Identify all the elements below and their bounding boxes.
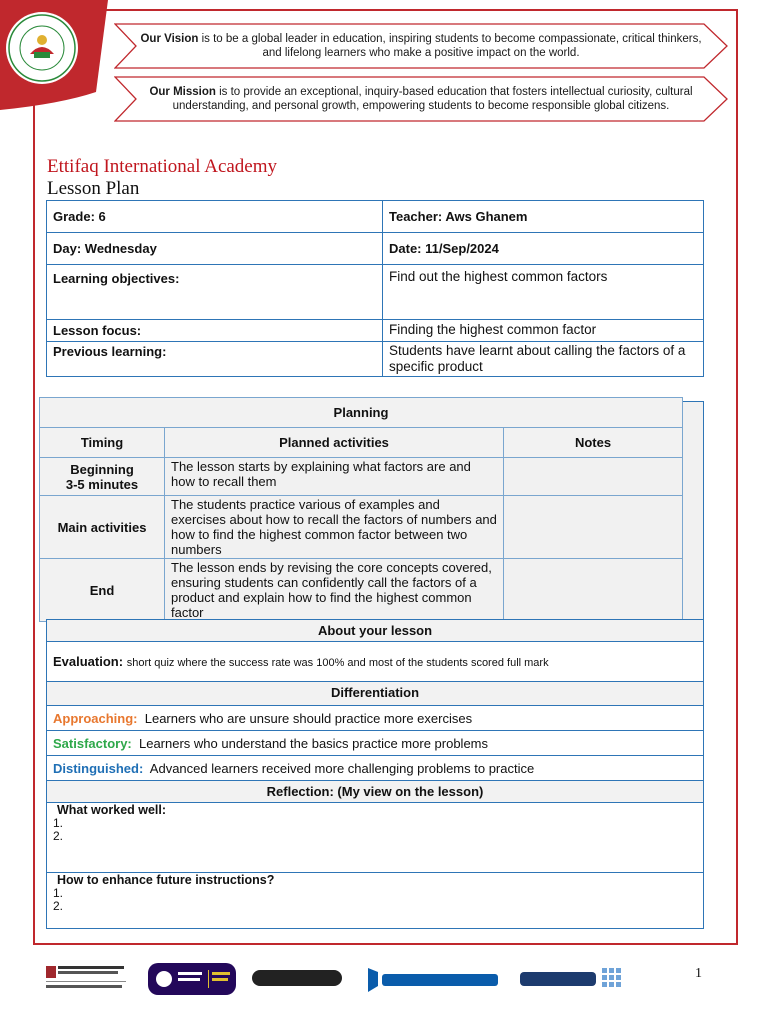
- timing-cell: End: [40, 559, 165, 622]
- notes-cell: [504, 559, 683, 622]
- table-row: [40, 559, 683, 622]
- enhance-cell: [47, 873, 704, 929]
- objectives-value: Find out the highest common factors: [383, 265, 704, 320]
- worked-well-label: What worked well:: [57, 803, 167, 817]
- table-row: [40, 458, 683, 496]
- evaluation-row: [47, 642, 704, 682]
- lesson-info-table: [46, 200, 704, 377]
- evaluation-text: short quiz where the success rate was 100% and most of the students scored full mark: [126, 657, 549, 669]
- mission-lead: Our Mission: [149, 86, 216, 98]
- edexcel-logo: [520, 968, 621, 987]
- focus-label: Lesson focus:: [47, 320, 383, 342]
- enhance-label: How to enhance future instructions?: [57, 873, 275, 887]
- timing-cell: Beginning 3-5 minutes: [40, 458, 165, 496]
- vision-statement: [138, 23, 704, 69]
- differentiation-title: Differentiation: [47, 682, 704, 706]
- cambridge-logo: [46, 966, 126, 988]
- school-name: Ettifaq International Academy: [47, 156, 278, 177]
- collegeboard-logo: [368, 968, 498, 992]
- approaching-text: Learners who are unsure should practice more exercises: [144, 710, 473, 726]
- evaluation-label: Evaluation:: [53, 654, 124, 669]
- objectives-label: Learning objectives:: [47, 265, 383, 320]
- lesson-review-table: [46, 619, 704, 929]
- cognia-logo: [252, 970, 342, 986]
- document-title: Lesson Plan: [47, 178, 140, 199]
- satisfactory-text: Learners who understand the basics practice more problems: [138, 735, 488, 751]
- reflection-title: Reflection: (My view on the lesson): [47, 781, 704, 803]
- list-item: 1.: [53, 886, 64, 900]
- activity-cell: The lesson ends by revising the core concepts covered, ensuring students can confidently call the factors of a product and explain how to find the highest common factor: [165, 559, 504, 622]
- activity-cell: The students practice various of examples and exercises about how to recall the factors of numbers and how to find the highest common factor between two numbers: [165, 496, 504, 559]
- date-cell: Date: 11/Sep/2024: [383, 233, 704, 265]
- previous-learning-value: Students have learnt about calling the factors of a specific product: [383, 342, 704, 377]
- timing-header: Timing: [40, 428, 165, 458]
- vision-text: is to be a global leader in education, inspiring students to become compassionate, critical thinkers, and lifelong learners who make a positive impact on the world.: [198, 33, 702, 59]
- list-item: 2.: [53, 899, 64, 913]
- partner-logos: [44, 960, 644, 1000]
- list-item: 1.: [53, 816, 64, 830]
- planning-table: [39, 397, 683, 622]
- distinguished-row: [47, 756, 704, 781]
- table-row: [40, 496, 683, 559]
- worked-well-cell: [47, 803, 704, 873]
- previous-learning-label: Previous learning:: [47, 342, 383, 377]
- about-title: About your lesson: [47, 620, 704, 642]
- british-council-logo: [148, 963, 236, 995]
- approaching-label: Approaching:: [53, 710, 138, 726]
- page-number: 1: [695, 966, 702, 981]
- vision-banner: [114, 23, 728, 69]
- teacher-cell: Teacher: Aws Ghanem: [383, 201, 704, 233]
- distinguished-label: Distinguished:: [53, 760, 144, 776]
- mission-text: is to provide an exceptional, inquiry-based education that fosters intellectual curiosity, cultural understanding, and personal growth, empowering students to become responsible global citizens.: [172, 86, 693, 112]
- mission-statement: [138, 76, 704, 122]
- day-cell: Day: Wednesday: [47, 233, 383, 265]
- activities-header: Planned activities: [165, 428, 504, 458]
- distinguished-text: Advanced learners received more challenging problems to practice: [149, 760, 535, 776]
- planning-title: Planning: [40, 398, 683, 428]
- list-item: 2.: [53, 829, 64, 843]
- satisfactory-label: Satisfactory:: [53, 735, 132, 751]
- focus-value: Finding the highest common factor: [383, 320, 704, 342]
- notes-cell: [504, 496, 683, 559]
- notes-cell: [504, 458, 683, 496]
- vision-lead: Our Vision: [140, 33, 199, 45]
- mission-banner: [114, 76, 728, 122]
- school-seal-logo: [0, 0, 112, 112]
- grade-cell: Grade: 6: [47, 201, 383, 233]
- satisfactory-row: [47, 731, 704, 756]
- activity-cell: The lesson starts by explaining what factors are and how to recall them: [165, 458, 504, 496]
- notes-header: Notes: [504, 428, 683, 458]
- approaching-row: [47, 706, 704, 731]
- timing-cell: Main activities: [40, 496, 165, 559]
